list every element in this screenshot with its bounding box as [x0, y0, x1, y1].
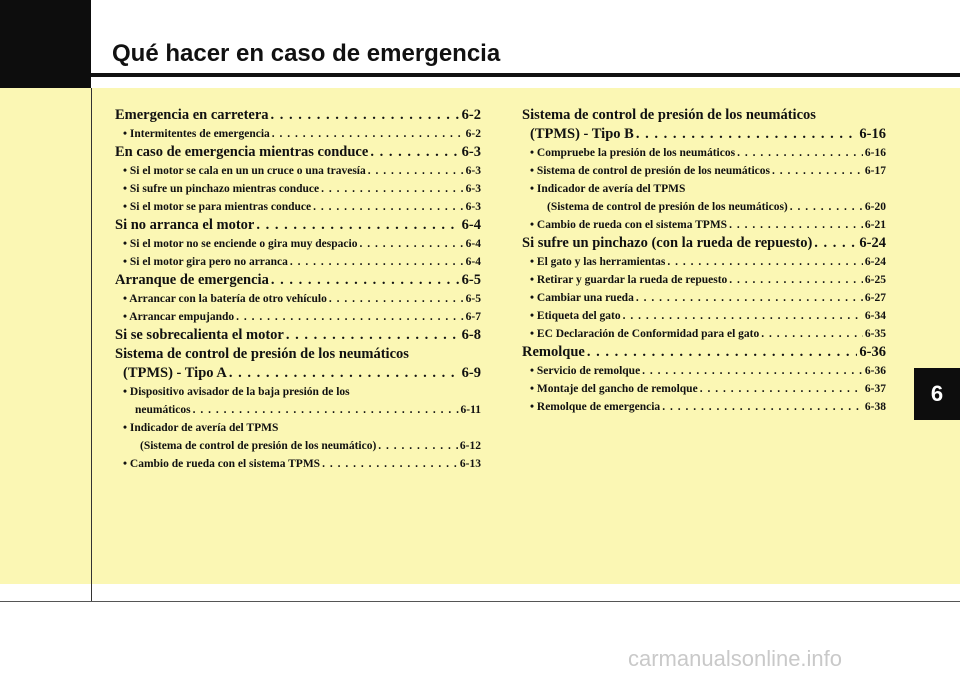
toc-right-column — [522, 106, 886, 416]
toc-entry[interactable]: (Sistema de control de presión de los neumático) . . . 6-12 — [115, 437, 481, 455]
watermark-text: carmanualsonline.info — [628, 646, 843, 671]
toc-entry[interactable]: (TPMS) - Tipo A . . . 6-9 — [115, 364, 481, 383]
toc-entry[interactable]: En caso de emergencia mientras conduce . . . 6-3 — [115, 143, 481, 162]
toc-entry[interactable]: • Si sufre un pinchazo mientras conduce . . . 6-3 — [115, 180, 481, 198]
toc-entry[interactable]: • El gato y las herramientas . . . 6-24 — [522, 253, 886, 271]
toc-entry[interactable]: neumáticos . . . 6-11 — [115, 401, 481, 419]
toc-entry[interactable]: Remolque . . . 6-36 — [522, 343, 886, 362]
toc-entry[interactable]: • Arrancar con la batería de otro vehículo . . . 6-5 — [115, 290, 481, 308]
toc-entry[interactable]: • Si el motor se para mientras conduce . . . 6-3 — [115, 198, 481, 216]
toc-entry[interactable]: Arranque de emergencia . . . 6-5 — [115, 271, 481, 290]
toc-entry[interactable]: • Compruebe la presión de los neumáticos . . . 6-16 — [522, 144, 886, 162]
toc-entry-heading[interactable]: • Indicador de avería del TPMS — [123, 422, 279, 434]
toc-entry[interactable]: (TPMS) - Tipo B . . . 6-16 — [522, 125, 886, 144]
toc-entry[interactable]: Si no arranca el motor . . . 6-4 — [115, 216, 481, 235]
toc-entry[interactable]: • Cambiar una rueda . . . 6-27 — [522, 289, 886, 307]
toc-entry[interactable]: • Intermitentes de emergencia . . . 6-2 — [115, 125, 481, 143]
margin-line — [91, 88, 92, 602]
footer-rule — [0, 601, 960, 602]
toc-entry-heading[interactable]: • Dispositivo avisador de la baja presión de los — [123, 386, 350, 398]
chapter-tab[interactable]: 6 — [914, 368, 960, 420]
toc-entry[interactable]: (Sistema de control de presión de los neumáticos) . . . 6-20 — [522, 198, 886, 216]
toc-entry[interactable]: • Retirar y guardar la rueda de repuesto . . . 6-25 — [522, 271, 886, 289]
toc-entry-heading[interactable]: • Indicador de avería del TPMS — [530, 183, 686, 195]
toc-entry-heading[interactable]: Sistema de control de presión de los neumáticos — [115, 346, 409, 362]
corner-block — [0, 0, 91, 88]
toc-entry[interactable]: Emergencia en carretera . . . 6-2 — [115, 106, 481, 125]
toc-entry[interactable]: • Cambio de rueda con el sistema TPMS . . . 6-13 — [115, 455, 481, 473]
toc-left-column — [115, 106, 481, 473]
toc-entry[interactable]: • Servicio de remolque . . . 6-36 — [522, 362, 886, 380]
toc-entry[interactable]: Si se sobrecalienta el motor . . . 6-8 — [115, 326, 481, 345]
toc-entry-heading[interactable]: Sistema de control de presión de los neumáticos — [522, 107, 816, 123]
toc-entry[interactable]: • Cambio de rueda con el sistema TPMS . . . 6-21 — [522, 216, 886, 234]
toc-entry[interactable]: • Si el motor no se enciende o gira muy despacio . . . 6-4 — [115, 235, 481, 253]
toc-entry[interactable]: • Arrancar empujando . . . 6-7 — [115, 308, 481, 326]
toc-entry[interactable]: Si sufre un pinchazo (con la rueda de repuesto) . . . 6-24 — [522, 234, 886, 253]
toc-entry[interactable]: • EC Declaración de Conformidad para el gato . . . 6-35 — [522, 325, 886, 343]
toc-entry[interactable]: • Si el motor gira pero no arranca . . . 6-4 — [115, 253, 481, 271]
toc-entry[interactable]: • Etiqueta del gato . . . 6-34 — [522, 307, 886, 325]
toc-entry[interactable]: • Remolque de emergencia . . . 6-38 — [522, 398, 886, 416]
page-title: Qué hacer en caso de emergencia — [112, 40, 501, 67]
toc-entry[interactable]: • Si el motor se cala en un un cruce o una travesía . . . 6-3 — [115, 162, 481, 180]
title-rule — [91, 73, 960, 77]
toc-entry[interactable]: • Sistema de control de presión de los neumáticos . . . 6-17 — [522, 162, 886, 180]
toc-entry[interactable]: • Montaje del gancho de remolque . . . 6-37 — [522, 380, 886, 398]
